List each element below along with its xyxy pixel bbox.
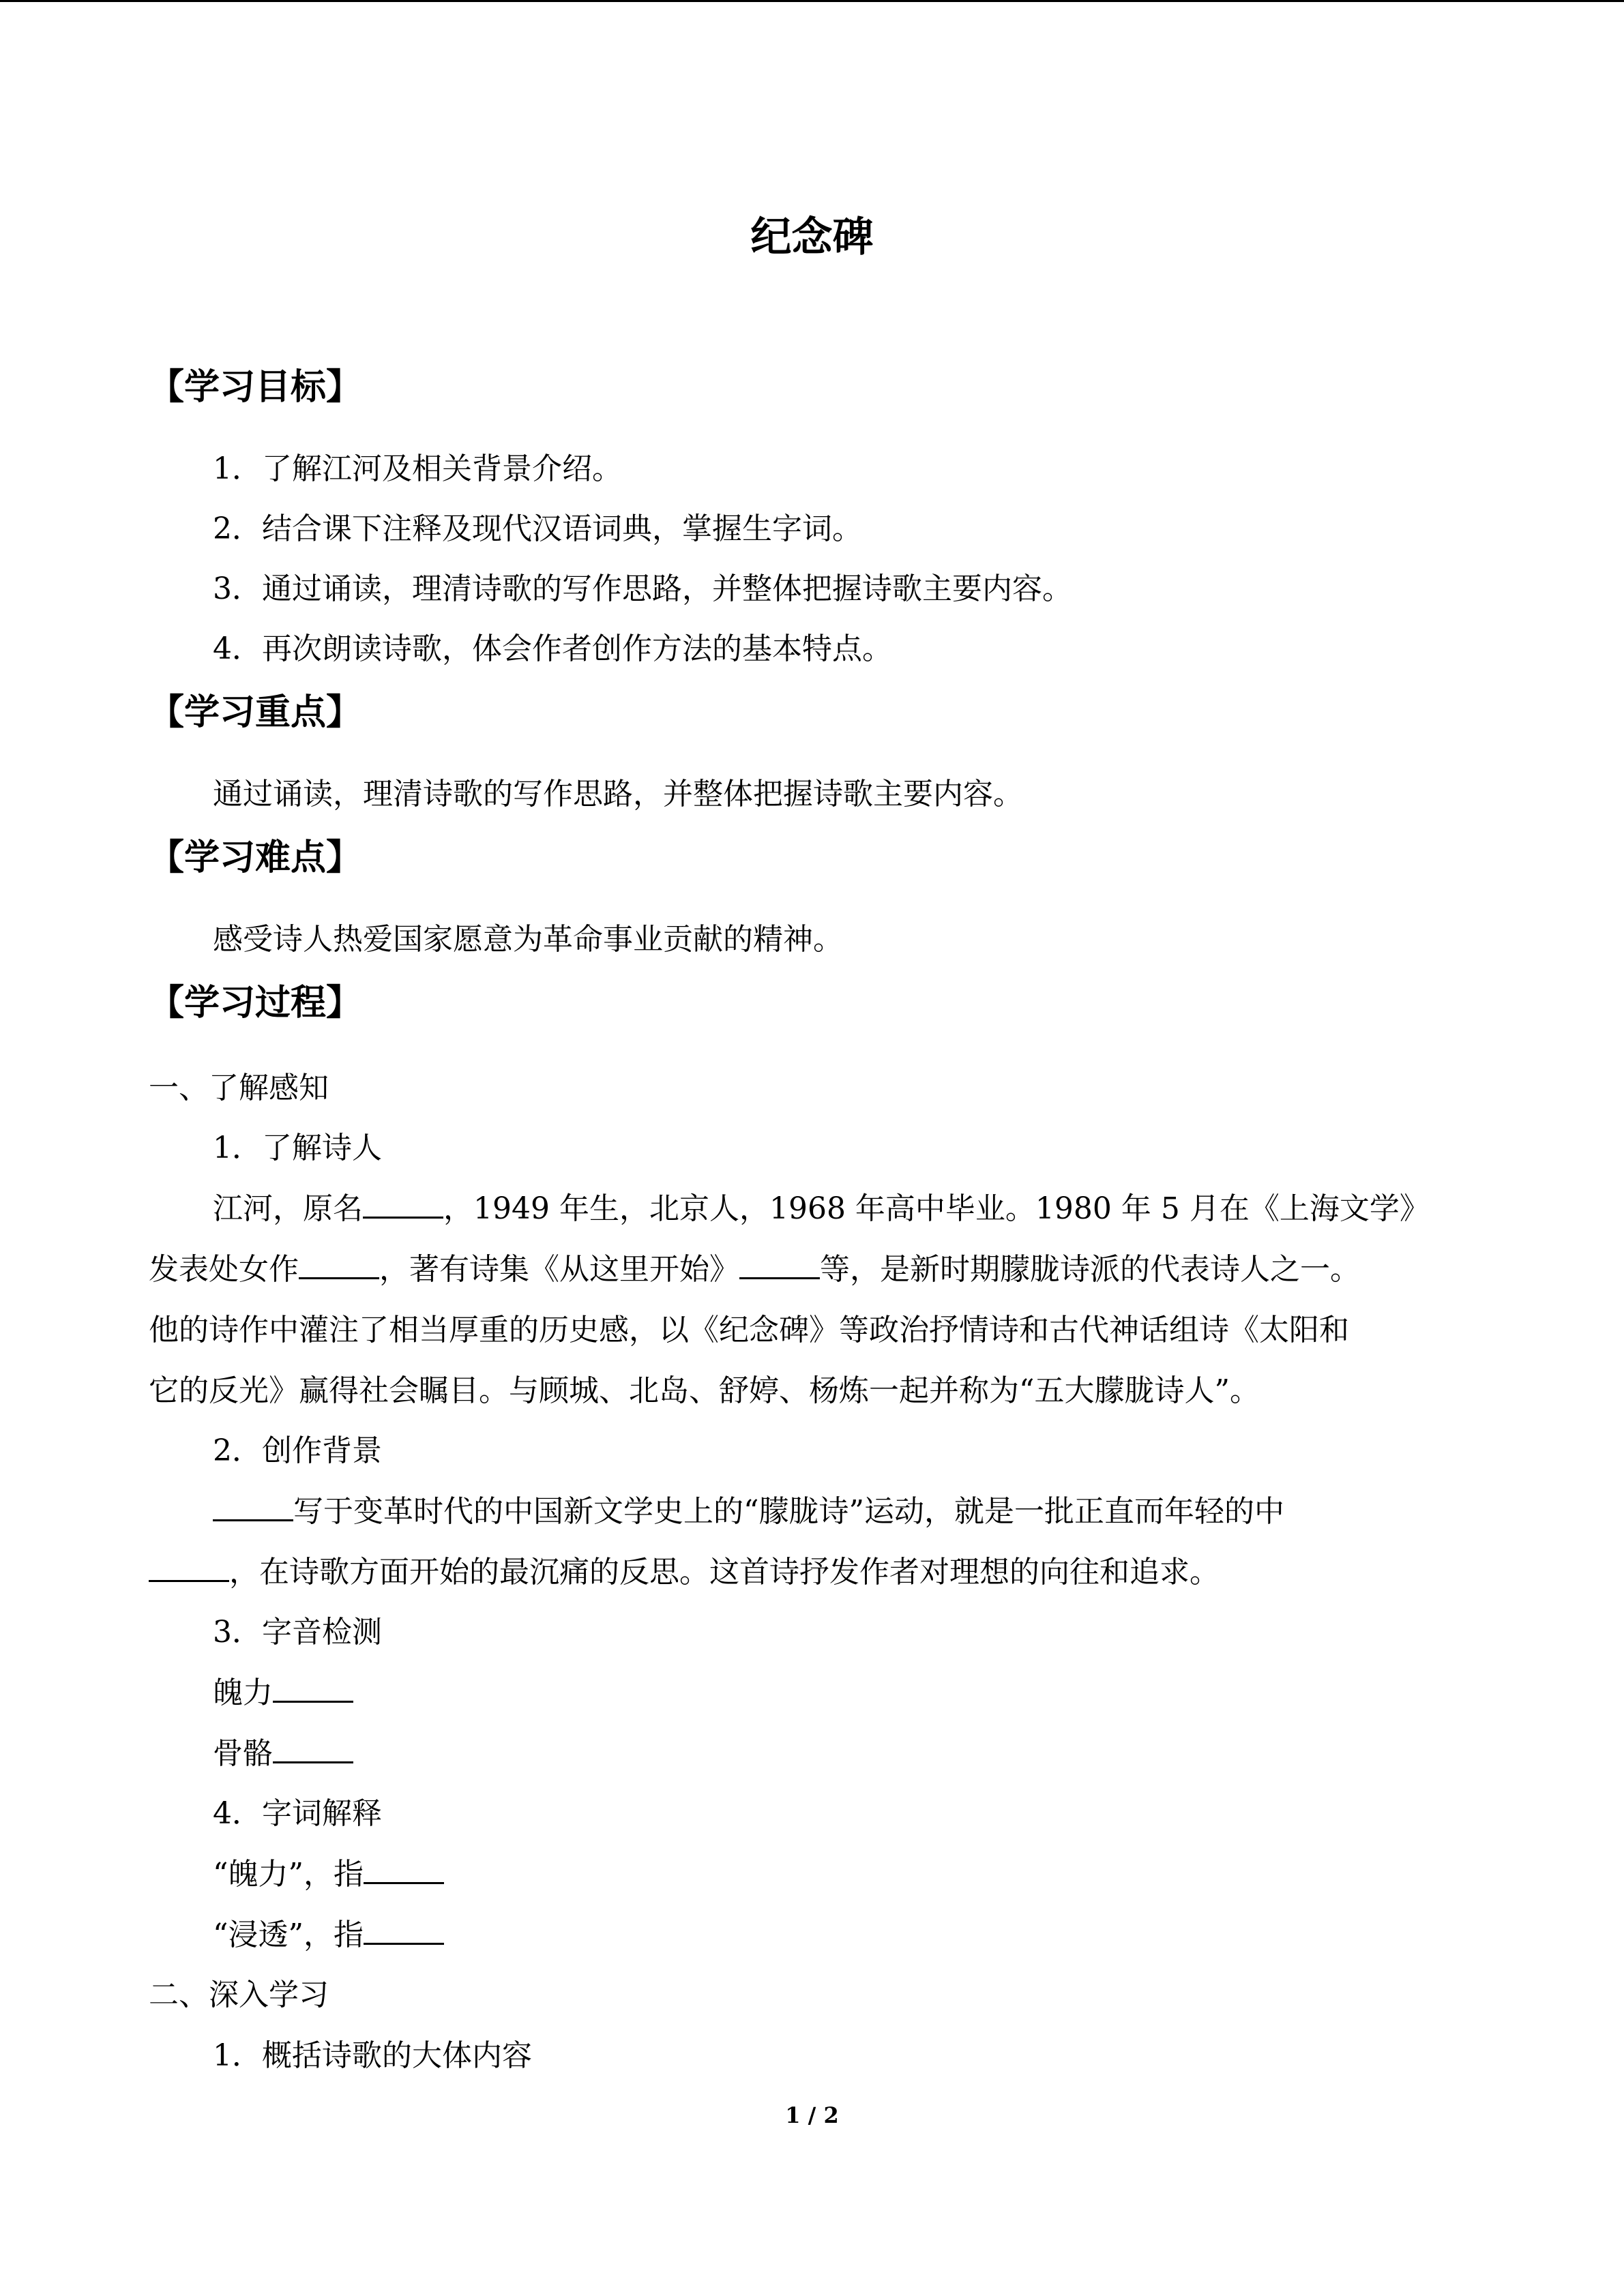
poet-paragraph-line-1	[213, 1189, 1430, 1229]
fill-blank-collection[interactable]	[739, 1250, 820, 1279]
objective-4: 4．再次朗读诗歌，体会作者创作方法的基本特点。	[213, 631, 892, 666]
heading-objectives: 【学习目标】	[149, 367, 362, 408]
background-text-a: 写于变革时代的中国新文学史上的“朦胧诗”运动，就是一批正直而年轻的中	[293, 1494, 1284, 1529]
poet-text-c: 发表处女作	[149, 1252, 299, 1287]
poet-text-a: 江河，原名	[213, 1191, 363, 1226]
part2-title: 二、深入学习	[149, 1978, 329, 2012]
fill-blank-poem-name[interactable]	[213, 1492, 293, 1521]
item3-title: 3．字音检测	[213, 1615, 382, 1650]
background-line-2	[149, 1552, 1220, 1593]
background-line-1	[213, 1491, 1284, 1532]
definition-text-2: “浸透”，指	[213, 1918, 364, 1952]
fill-blank-definition-2[interactable]	[364, 1915, 444, 1945]
objective-3: 3．通过诵读，理清诗歌的写作思路，并整体把握诗歌主要内容。	[213, 571, 1072, 606]
poet-paragraph-line-4: 它的反光》赢得社会瞩目。与顾城、北岛、舒婷、杨炼一起并称为“五大朦胧诗人”。	[149, 1373, 1260, 1408]
key-point-text: 通过诵读，理清诗歌的写作思路，并整体把握诗歌主要内容。	[213, 777, 1023, 811]
pronunciation-word-1: 魄力	[213, 1675, 273, 1710]
heading-process: 【学习过程】	[149, 983, 362, 1024]
pronunciation-word-2: 骨骼	[213, 1736, 273, 1771]
part2-item1: 1．概括诗歌的大体内容	[213, 2038, 532, 2073]
fill-blank-generation[interactable]	[149, 1553, 229, 1582]
definition-1	[213, 1854, 444, 1895]
fill-blank-pronunciation-1[interactable]	[273, 1673, 353, 1703]
fill-blank-original-name[interactable]	[363, 1189, 443, 1219]
poet-text-b: ，1949 年生，北京人，1968 年高中毕业。1980 年 5 月在《上海文学》	[443, 1191, 1430, 1226]
item1-title: 1．了解诗人	[213, 1131, 382, 1165]
pronunciation-1	[213, 1673, 353, 1714]
difficulty-text: 感受诗人热爱国家愿意为革命事业贡献的精神。	[213, 922, 843, 957]
fill-blank-pronunciation-2[interactable]	[273, 1734, 353, 1763]
definition-2	[213, 1915, 444, 1956]
poet-text-e: 等，是新时期朦胧诗派的代表诗人之一。	[820, 1252, 1360, 1287]
item2-title: 2．创作背景	[213, 1433, 382, 1468]
poet-paragraph-line-3: 他的诗作中灌注了相当厚重的历史感，以《纪念碑》等政治抒情诗和古代神话组诗《太阳和	[149, 1313, 1349, 1347]
background-text-b: ，在诗歌方面开始的最沉痛的反思。这首诗抒发作者对理想的向往和追求。	[229, 1555, 1220, 1590]
poet-text-d: ，著有诗集《从这里开始》	[379, 1252, 739, 1287]
poet-paragraph-line-2	[149, 1249, 1360, 1290]
page-title: 纪念碑	[750, 213, 874, 261]
part1-title: 一、了解感知	[149, 1071, 329, 1105]
fill-blank-first-work[interactable]	[299, 1250, 379, 1279]
pronunciation-2	[213, 1733, 353, 1774]
page-number: 1 / 2	[785, 2102, 839, 2128]
objective-2: 2．结合课下注释及现代汉语词典，掌握生字词。	[213, 511, 862, 546]
heading-key-points: 【学习重点】	[149, 692, 362, 733]
item4-title: 4．字词解释	[213, 1796, 382, 1831]
definition-text-1: “魄力”，指	[213, 1857, 364, 1892]
heading-difficulties: 【学习难点】	[149, 837, 362, 878]
objective-1: 1．了解江河及相关背景介绍。	[213, 451, 622, 486]
fill-blank-definition-1[interactable]	[364, 1855, 444, 1884]
